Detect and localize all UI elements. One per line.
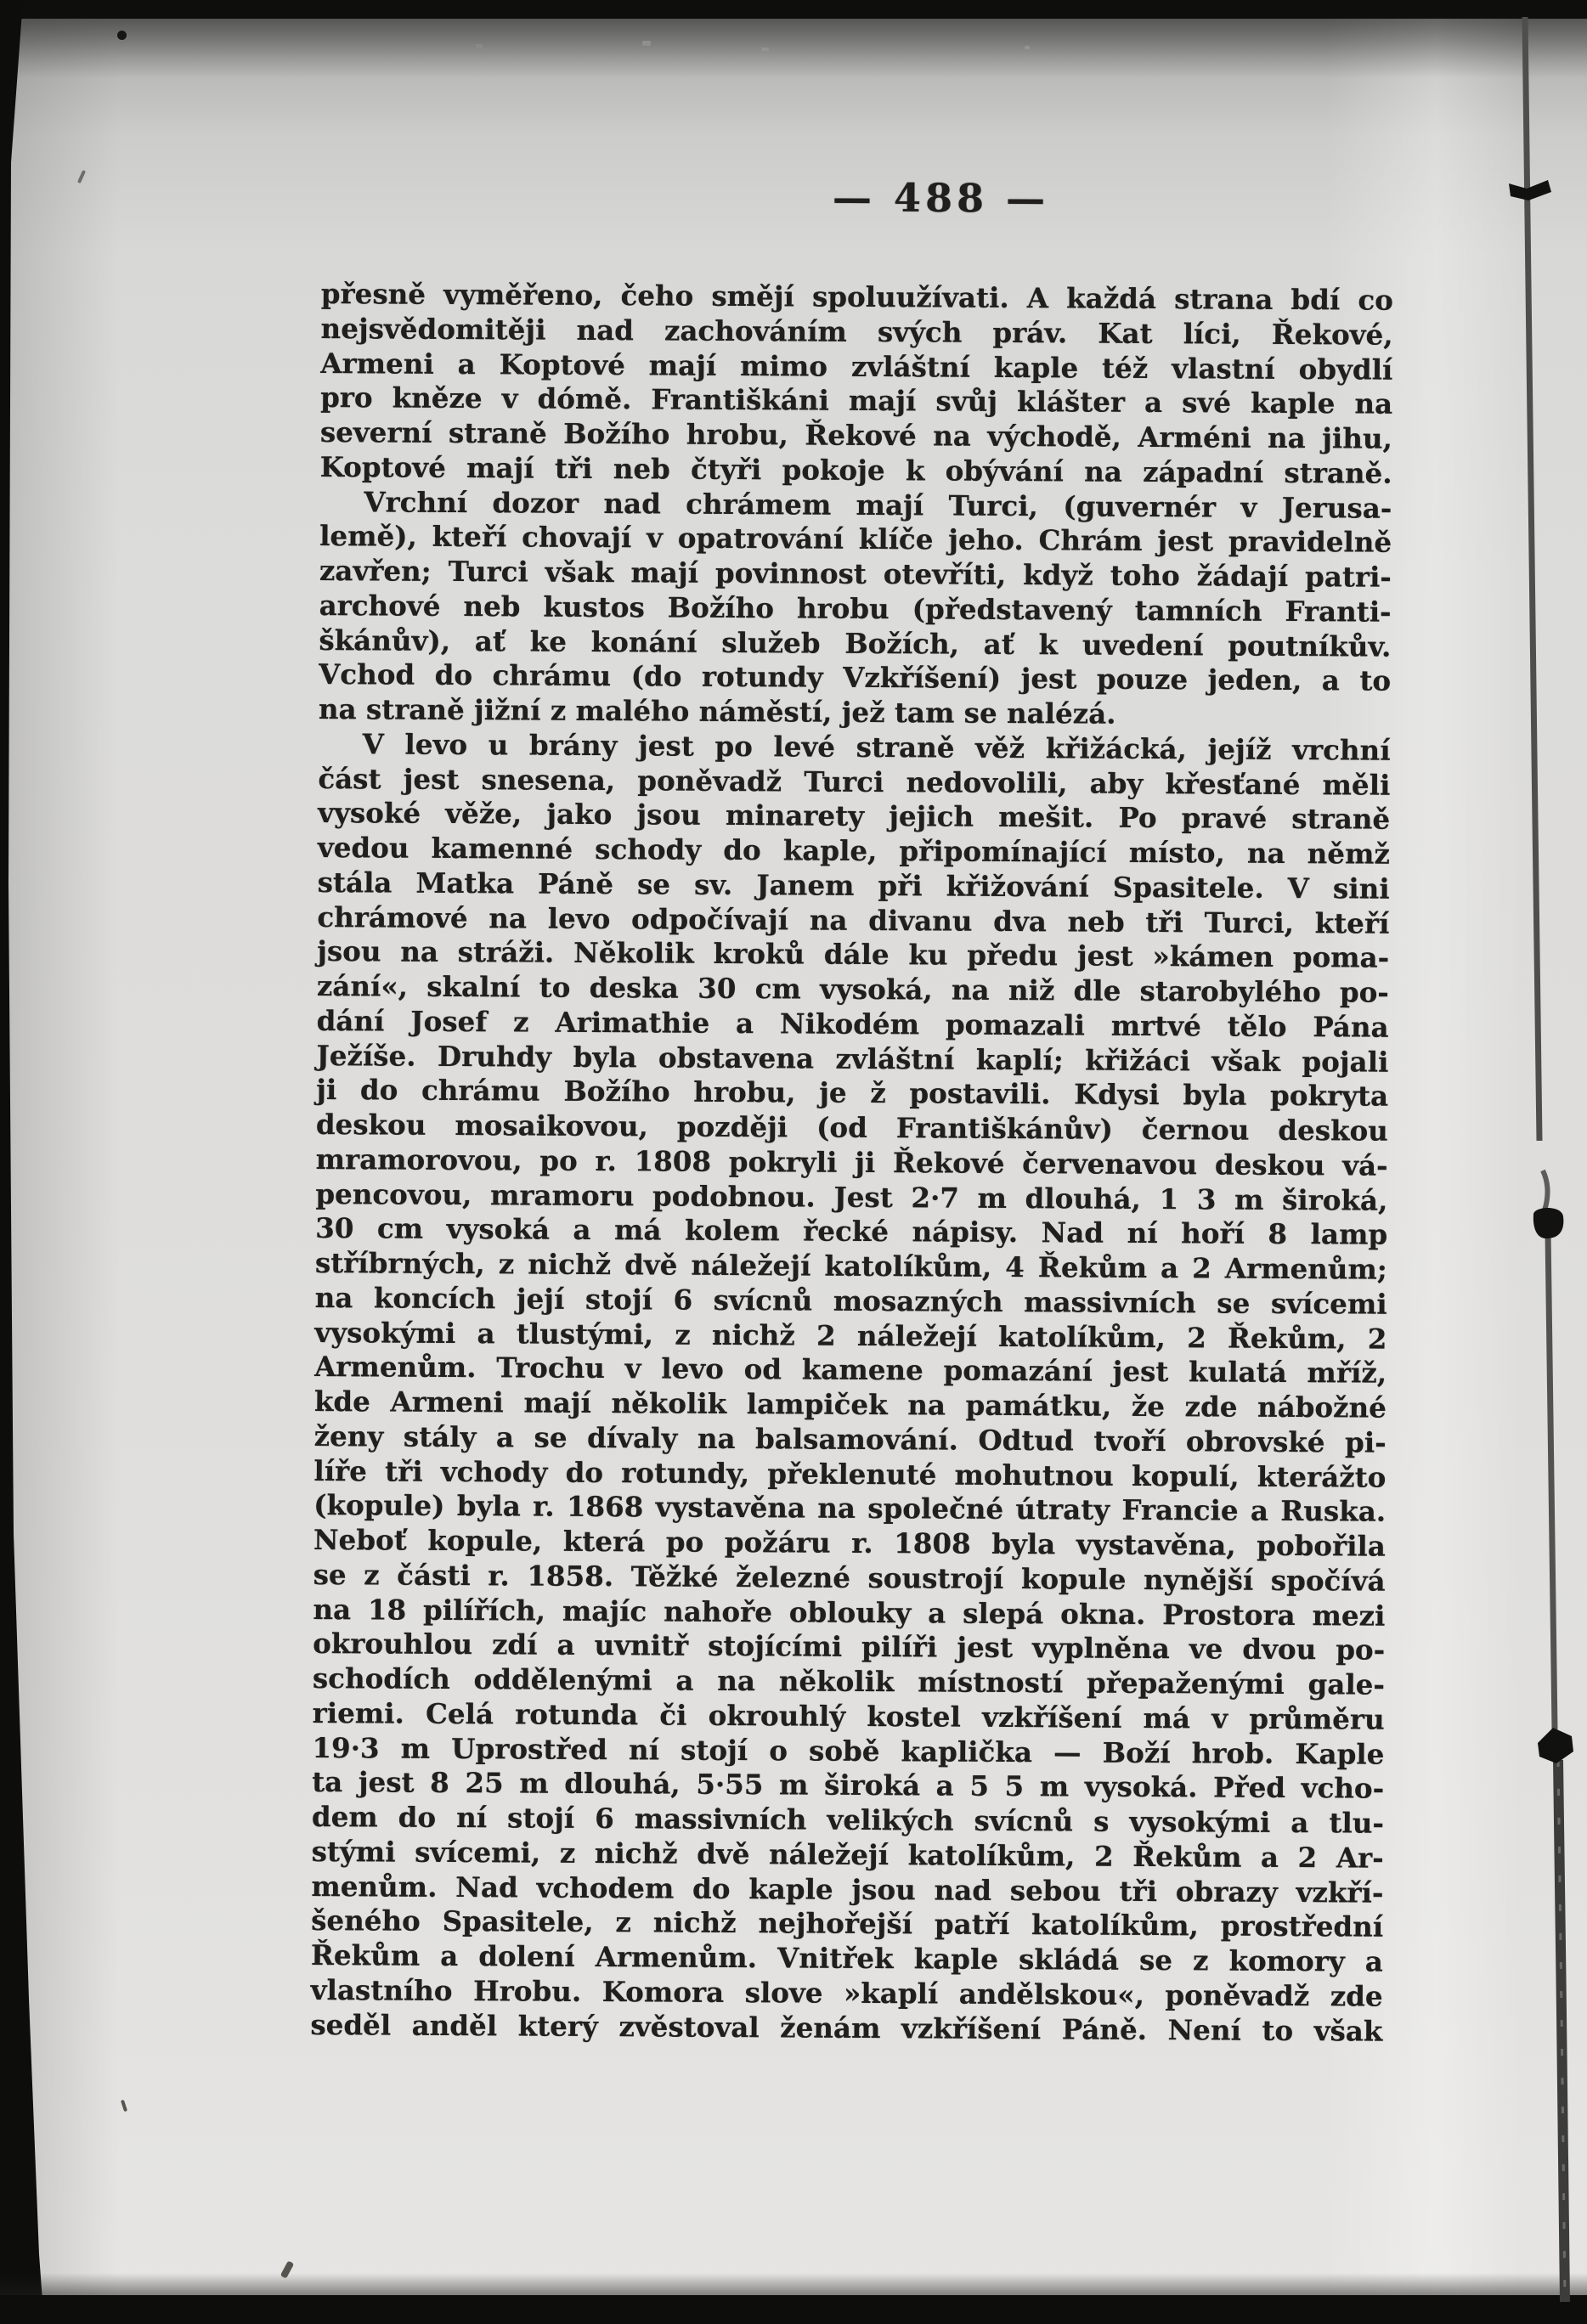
text-line: zavřen; Turci však mají povinnost otevříti, když toho žádají patri- xyxy=(319,553,1392,594)
text-line: 19·3 m Uprostřed ní stojí o sobě kaplička — Boží hrob. Kaple xyxy=(312,1730,1385,1771)
text-line: vedou kamenné schody do kaple, připomínající místo, na němž xyxy=(317,830,1390,871)
text-line: deskou mosaikovou, později (od Františkánův) černou deskou xyxy=(315,1107,1389,1148)
text-line: Neboť kopule, která po požáru r. 1808 byla vystavěna, pobořila xyxy=(313,1522,1387,1563)
text-line: Koptové mají tři neb čtyři pokoje k obývání na západní straně. xyxy=(319,449,1392,490)
page-number: — 488 — xyxy=(832,174,1050,222)
text-line: schodích oddělenými a na několik místností přepaženými gale- xyxy=(312,1661,1386,1701)
text-line: Ježíše. Druhdy byla obstavena zvláštní kaplí; křižáci však pojali xyxy=(316,1038,1389,1079)
ink-speck xyxy=(117,31,127,40)
ink-speck xyxy=(761,48,769,51)
text-line: kde Armeni mají několik lampiček na památku, že zde nábožné xyxy=(313,1384,1387,1424)
text-line: vysokými a tlustými, z nichž 2 náležejí katolíkům, 2 Řekům, 2 xyxy=(314,1315,1387,1356)
text-line: ji do chrámu Božího hrobu, je ž postavili. Kdysi byla pokryta xyxy=(316,1073,1389,1113)
text-line: stříbrných, z nichž dvě náležejí katolíkům, 4 Řekům a 2 Armenům; xyxy=(314,1245,1388,1286)
text-line: lemě), kteří chovají v opatrování klíče jeho. Chrám jest pravidelně xyxy=(319,519,1392,559)
text-line: Armeni a Koptové mají mimo zvláštní kaple též vlastní obydlí xyxy=(320,346,1393,386)
text-line: ta jest 8 25 m dlouhá, 5·55 m široká a 5 5 m vysoká. Před vcho- xyxy=(312,1765,1385,1805)
text-line: jsou na stráži. Několik kroků dále ku předu jest »kámen poma- xyxy=(317,934,1390,974)
text-line: stými svícemi, z nichž dvě náležejí katolíkům, 2 Řekům a 2 Ar- xyxy=(311,1834,1384,1875)
text-line: Vchod do chrámu (do rotundy Vzkříšení) jest pouze jeden, a to xyxy=(319,657,1392,697)
text-line: pencovou, mramoru podobnou. Jest 2·7 m dlouhá, 1 3 m široká, xyxy=(315,1176,1388,1217)
text-line: mramorovou, po r. 1808 pokryli ji Řekové červenavou deskou vá- xyxy=(315,1142,1388,1182)
text-line: vysoké věže, jako jsou minarety jejich mešit. Po pravé straně xyxy=(318,796,1391,836)
text-line: severní straně Božího hrobu, Řekové na východě, Arméni na jihu, xyxy=(319,415,1392,455)
text-line: Vrchní dozor nad chrámem mají Turci, (guvernér v Jerusa- xyxy=(364,484,1392,525)
text-line: na straně jižní z malého náměstí, jež tam se nalézá. xyxy=(318,691,1116,730)
text-line: Armenům. Trochu v levo od kamene pomazání jest kulatá mříž, xyxy=(314,1350,1387,1390)
ink-speck xyxy=(642,41,651,46)
text-line: Řekům a dolení Armenům. Vnitřek kaple skládá se z komory a xyxy=(310,1938,1384,1978)
text-line: na koncích její stojí 6 svícnů mosazných massivních se svícemi xyxy=(314,1280,1387,1321)
text-line: se z části r. 1858. Těžké železné soustrojí kopule nynější spočívá xyxy=(313,1557,1386,1598)
body-text xyxy=(310,277,1393,2049)
text-line: riemi. Celá rotunda či okrouhlý kostel vzkříšení má v průměru xyxy=(312,1695,1385,1736)
text-line: archové neb kustos Božího hrobu (představený tamních Franti- xyxy=(319,588,1392,629)
text-line: (kopule) byla r. 1868 vystavěna na společné útraty Francie a Ruska. xyxy=(313,1488,1387,1528)
text-line: dání Josef z Arimathie a Nikodém pomazali mrtvé tělo Pána xyxy=(316,1003,1389,1044)
ink-speck xyxy=(476,44,483,48)
text-line: líře tři vchody do rotundy, překlenuté mohutnou kopulí, kterážto xyxy=(313,1453,1387,1494)
text-line: část jest snesena, poněvadž Turci nedovolili, aby křesťané měli xyxy=(318,761,1391,802)
text-line: seděl anděl který zvěstoval ženám vzkříšení Páně. Není to však xyxy=(310,2007,1383,2048)
text-line: na 18 pilířích, majíc nahoře oblouky a slepá okna. Prostora mezi xyxy=(313,1592,1386,1633)
text-line: 30 cm vysoká a má kolem řecké nápisy. Nad ní hoří 8 lamp xyxy=(315,1211,1388,1251)
text-line: zání«, skalní to deska 30 cm vysoká, na niž dle starobylého po- xyxy=(316,968,1389,1009)
text-line: V levo u brány jest po levé straně věž křižácká, jejíž vrchní xyxy=(362,727,1391,767)
text-line: okrouhlou zdí a uvnitř stojícími pilíři jest vyplněna ve dvou po- xyxy=(313,1627,1386,1667)
text-line: přesně vyměřeno, čeho smějí spoluužívati. A každá strana bdí co xyxy=(320,277,1393,317)
ink-speck xyxy=(1025,46,1030,49)
text-line: pro kněze v dómě. Františkáni mají svůj klášter a své kaple na xyxy=(320,381,1393,420)
text-line: menům. Nad vchodem do kaple jsou nad sebou tři obrazy vzkří- xyxy=(311,1869,1384,1909)
text-line: šeného Spasitele, z nichž nejhořejší patří katolíkům, prostřední xyxy=(311,1904,1384,1943)
text-line: nejsvědomitěji nad zachováním svých práv. Kat líci, Řekové, xyxy=(320,311,1393,352)
text-line: chrámové na levo odpočívají na divanu dva neb tři Turci, kteří xyxy=(317,900,1390,940)
text-line: ženy stály a se dívaly na balsamování. Odtud tvoří obrovské pi- xyxy=(313,1419,1387,1459)
text-line: škánův), ať ke konání služeb Božích, ať k uvedení poutníkův. xyxy=(319,623,1392,663)
text-line: vlastního Hrobu. Komora slove »kaplí andělskou«, poněvadž zde xyxy=(310,1972,1383,2013)
text-line: dem do ní stojí 6 massivních velikých svícnů s vysokými a tlu- xyxy=(311,1799,1385,1840)
text-line: stála Matka Páně se sv. Janem při křižování Spasitele. V sini xyxy=(317,865,1390,905)
